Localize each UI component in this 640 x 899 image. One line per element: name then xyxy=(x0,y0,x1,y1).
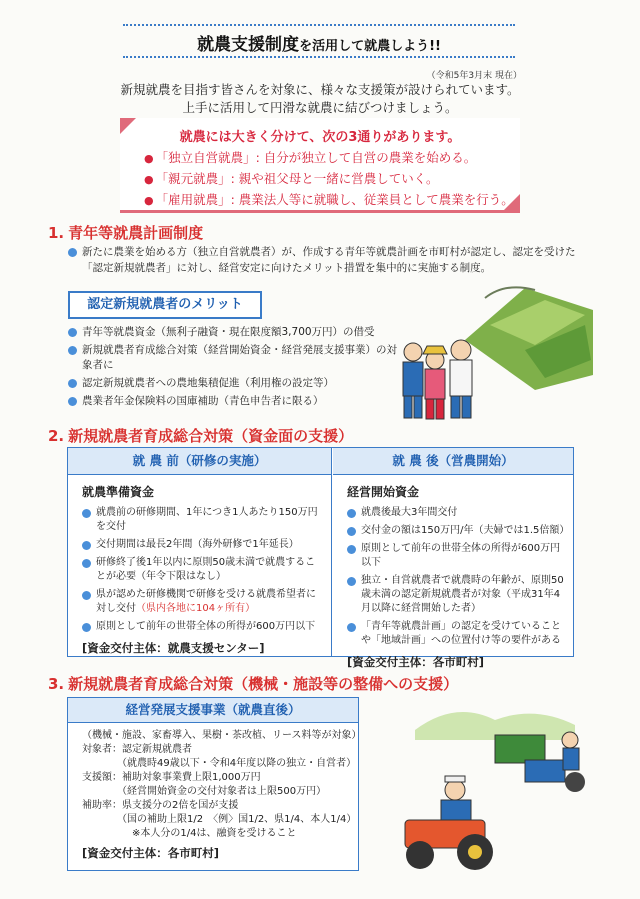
list-item: ● 「独立自営就農」: 自分が独立して自営の農業を始める。 xyxy=(144,148,514,169)
column-body xyxy=(68,506,331,634)
section-1-heading xyxy=(48,222,203,243)
box-header: 経営発展支援事業（就農直後） xyxy=(68,698,358,723)
box-body xyxy=(68,729,362,841)
business-development-box xyxy=(67,697,362,871)
tractor xyxy=(405,776,493,870)
farmers-illustration xyxy=(395,280,595,430)
detail-line: 支援額：補助対象事業費上限1,000万円 xyxy=(82,772,261,783)
detail-line: （経営開始資金の交付対象者は上限500万円） xyxy=(82,786,327,797)
as-of-date: （令和5年3月末 現在） xyxy=(426,71,522,81)
description-line-2: 「認定新規就農者」に対し、経営安定に向けたメリット措置を集中的に実施する制度。 xyxy=(82,262,492,274)
intro-line-2: 上手に活用して円滑な就農に結びつけましょう。 xyxy=(182,100,458,115)
after-column xyxy=(333,448,573,669)
page-title xyxy=(123,30,515,55)
section-number: 2. xyxy=(48,427,65,445)
list-item: 独立・自営就農者で就農時の年齢が、原則50歳未満の認定新規就農者が対象（平成31年4月以降に経営開始した者） xyxy=(347,574,565,616)
item-text: 県が認めた研修機関で研修を受ける就農希望者に対し交付 xyxy=(96,589,316,614)
farmer-center xyxy=(423,346,447,419)
callout-lead: 就農には大きく分けて、次の3通りがあります。 xyxy=(179,130,461,145)
column-body xyxy=(333,506,573,648)
farmer-right xyxy=(450,340,472,418)
note-text: （県内各地に104ヶ所有） xyxy=(136,603,256,614)
column-header: 就 農 前（研修の実施） xyxy=(68,448,331,475)
list-item: 就農後最大3年間交付 xyxy=(347,506,565,520)
intro-line-1: 新規就農を目指す皆さんを対象に、様々な支援策が設けられています。 xyxy=(120,82,520,97)
section-title: 青年等就農計画制度 xyxy=(68,224,204,242)
column-title: 経営開始資金 xyxy=(347,485,420,499)
detail-line: 対象者：認定新規就農者 xyxy=(82,744,192,755)
list-item: 青年等就農資金（無利子融資・現在限度額3,700万円）の借受 xyxy=(68,325,398,340)
list-item: 研修終了後1年以内に原則50歳未満で就農することが必要（年令下限はなし） xyxy=(82,556,323,584)
list-item: 交付金の額は150万円/年（夫婦では1.5倍額） xyxy=(347,524,565,538)
list-item: 農業者年金保険料の国庫補助（青色申告者に限る） xyxy=(68,394,398,409)
list-item xyxy=(82,588,323,616)
intro-text xyxy=(100,81,540,117)
funding-body: [資金交付主体：就農支援センター] xyxy=(82,641,265,655)
farmer-left xyxy=(403,343,423,418)
list-item: 認定新規就農者への農地集積促進（利用権の設定等） xyxy=(68,376,398,391)
title-main: 就農支援制度 xyxy=(197,35,300,55)
section-3-heading xyxy=(48,673,458,694)
description-line-1: 新たに農業を始める方（独立自営就農者）が、作成する青年等就農計画を市町村が認定し、認定を受けた xyxy=(68,245,608,260)
list-item: ● 「雇用就農」: 農業法人等に就職し、従業員として農業を行う。 xyxy=(144,190,514,211)
merit-title: 認定新規就農者のメリット xyxy=(68,291,262,319)
callout-list xyxy=(144,148,514,211)
list-item: 新規就農者育成総合対策（経営開始資金・経営発展支援事業）の対象者に xyxy=(68,343,398,373)
title-rule-top xyxy=(123,24,515,26)
tractor-illustration xyxy=(375,700,620,890)
merit-list xyxy=(68,325,398,409)
funding-body: [資金交付主体：各市町村] xyxy=(82,846,220,860)
section-2-heading xyxy=(48,425,353,446)
list-item: ● 「親元就農」: 親や祖父母と一緒に営農していく。 xyxy=(144,169,514,190)
detail-line: （国の補助上限1/2 〈例〉国1/2、県1/4、本人1/4） xyxy=(82,814,357,825)
funding-table xyxy=(67,447,574,669)
detail-line: （機械・施設、家畜導入、果樹・茶改植、リース料等が対象） xyxy=(82,730,362,741)
column-header: 就 農 後（営農開始） xyxy=(333,448,573,475)
column-title: 就農準備資金 xyxy=(82,485,155,499)
section-title: 新規就農者育成総合対策（機械・施設等の整備への支援） xyxy=(68,675,459,693)
list-item: 就農前の研修期間、1年につき1人あたり150万円を交付 xyxy=(82,506,323,534)
rice-planter xyxy=(495,732,585,792)
three-ways-callout xyxy=(120,118,520,213)
section-1-description xyxy=(68,245,608,277)
list-item: 原則として前年の世帯全体の所得が600万円以下 xyxy=(347,542,565,570)
list-item: 「青年等就農計画」の認定を受けていることや「地域計画」への位置付け等の要件がある xyxy=(347,620,565,648)
list-item: 原則として前年の世帯全体の所得が600万円以下 xyxy=(82,620,323,634)
funding-body: [資金交付主体：各市町村] xyxy=(347,655,485,669)
detail-line: 補助率：県支援分の2倍を国が支援 xyxy=(82,800,239,811)
title-rule-bottom xyxy=(123,56,515,58)
detail-line: （就農時49歳以下・令和4年度以降の独立・自営者） xyxy=(82,758,357,769)
before-column xyxy=(68,448,332,656)
detail-line: ※本人分の1/4は、融資を受けること xyxy=(82,828,297,839)
list-item: 交付期間は最長2年間（海外研修で1年延長） xyxy=(82,538,323,552)
section-number: 1. xyxy=(48,224,65,242)
section-title: 新規就農者育成総合対策（資金面の支援） xyxy=(68,427,354,445)
section-number: 3. xyxy=(48,675,65,693)
title-rest: を活用して就農しよう!! xyxy=(299,39,441,54)
